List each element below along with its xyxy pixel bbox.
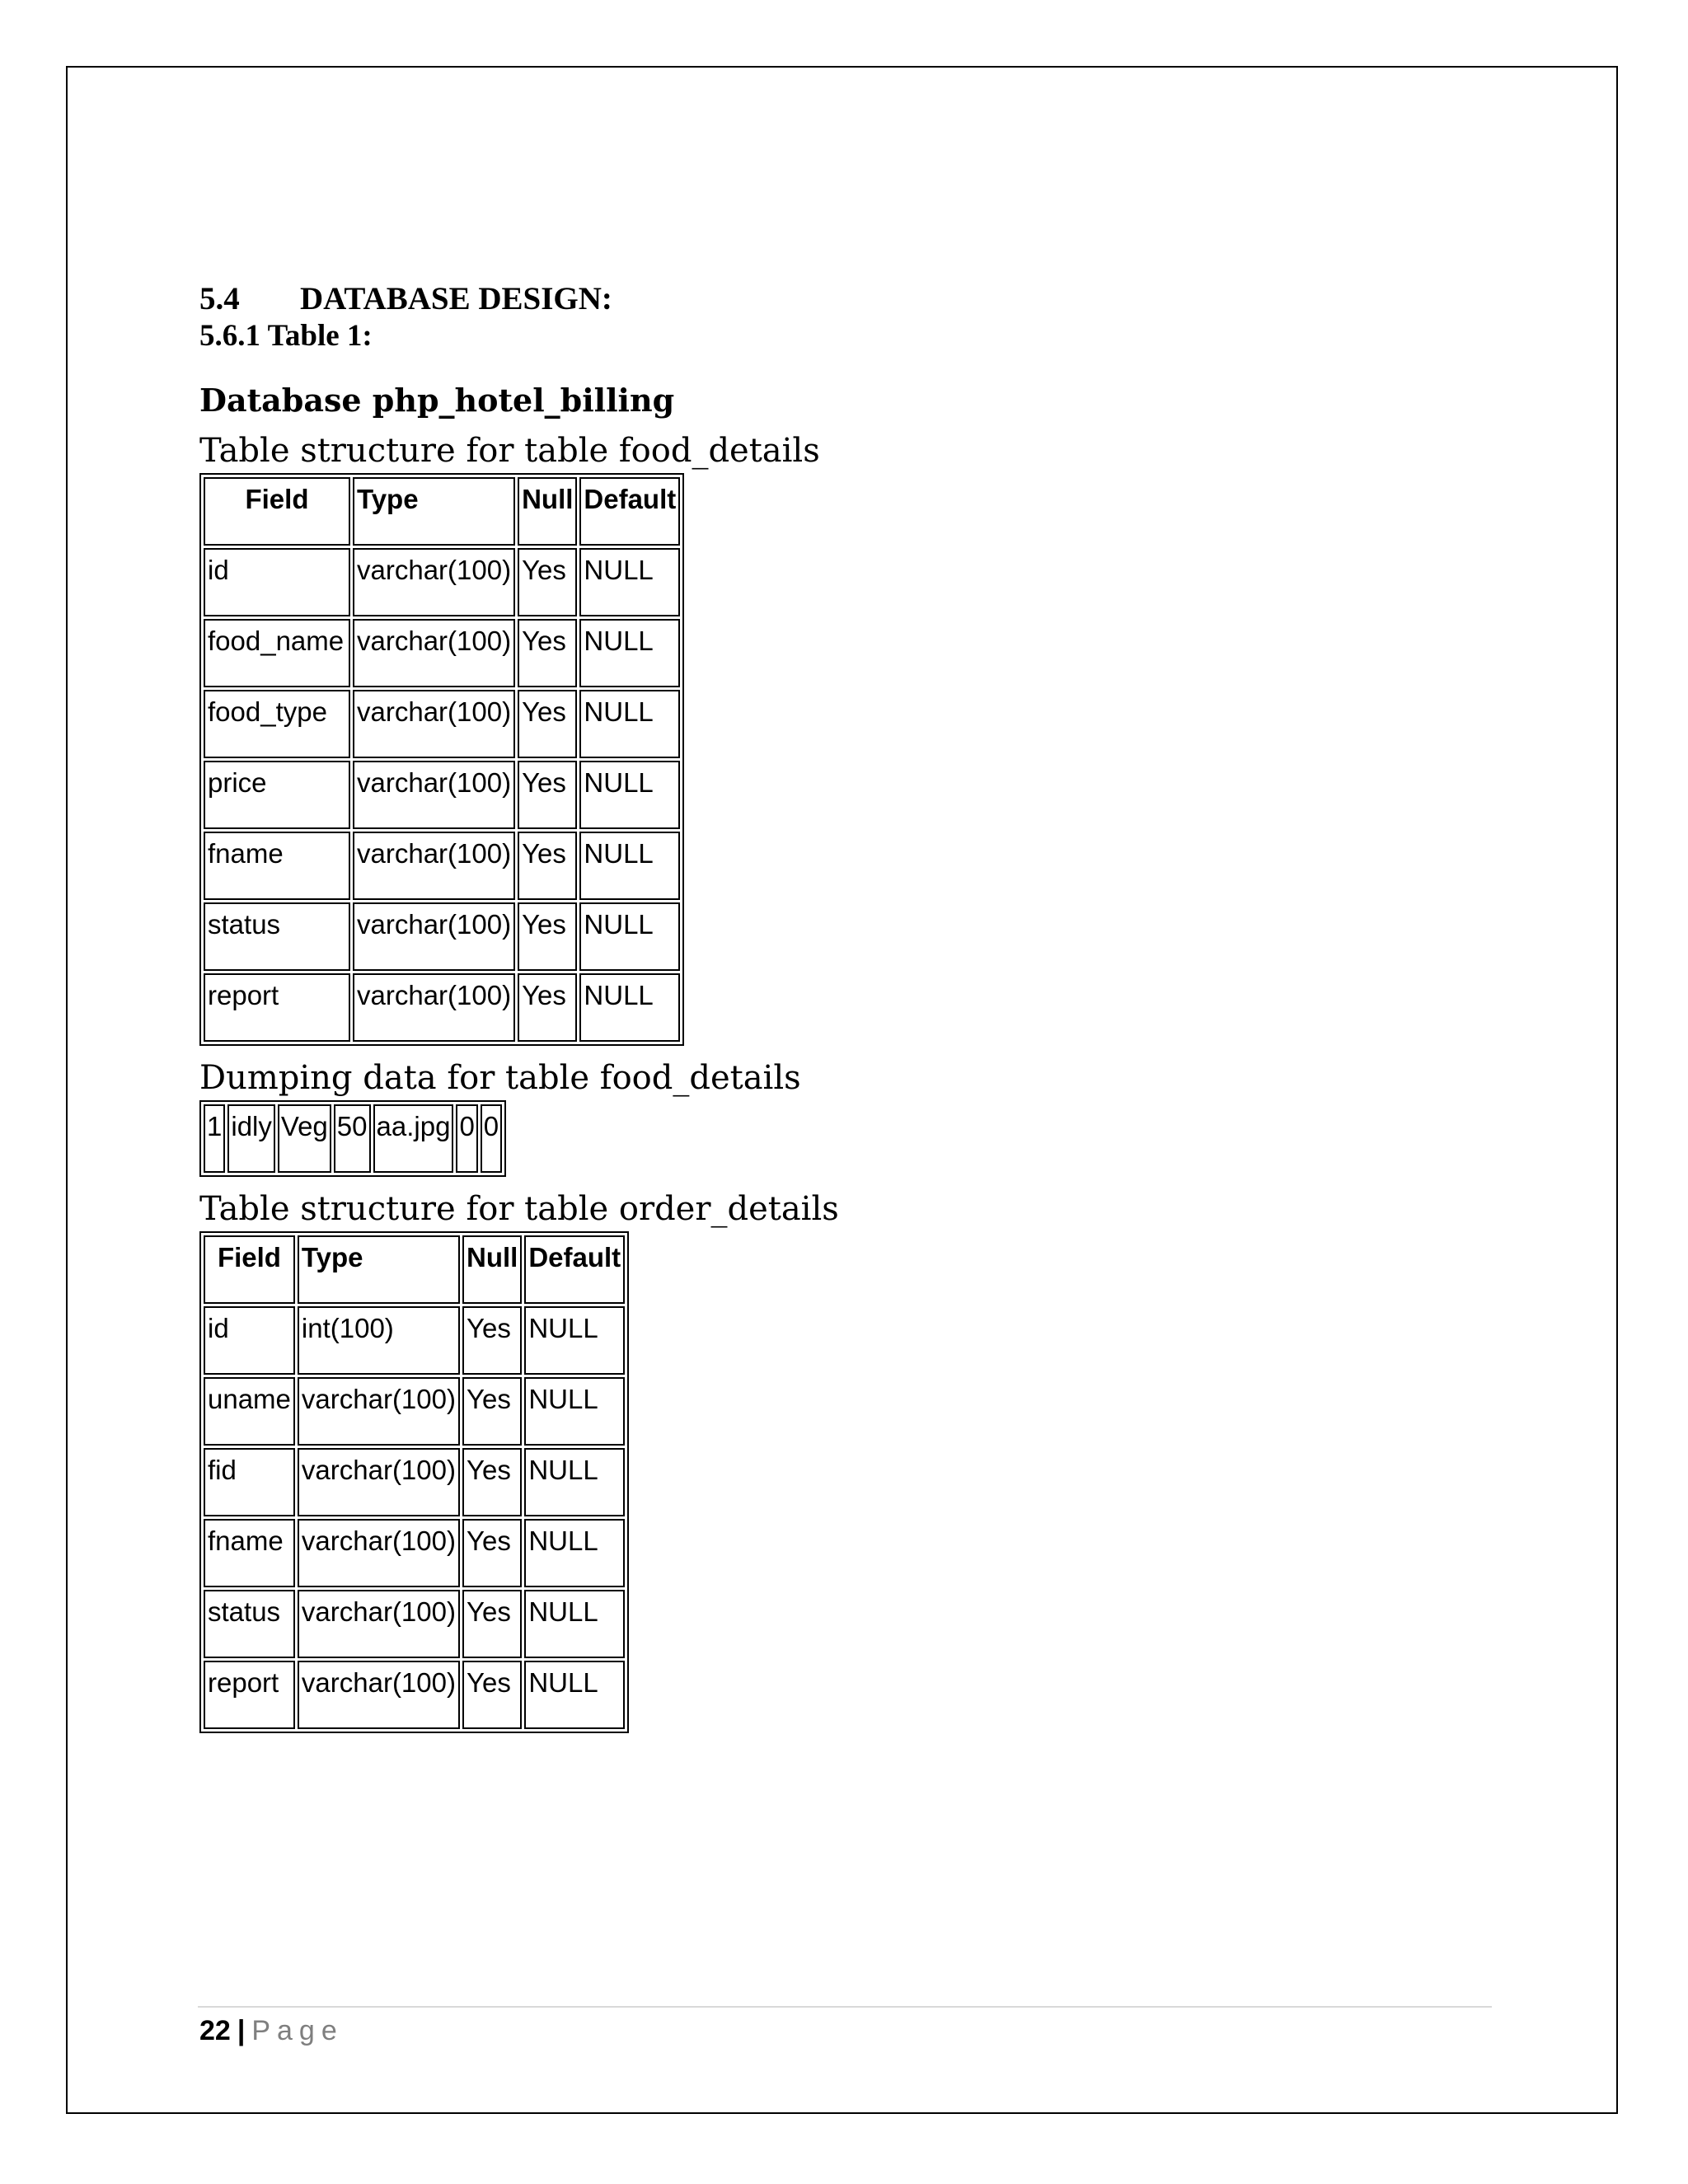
table-cell: Yes	[462, 1377, 522, 1446]
table-cell: NULL	[579, 690, 680, 758]
table-cell: NULL	[579, 548, 680, 616]
table-cell: fid	[204, 1448, 295, 1516]
section-heading	[199, 280, 1502, 318]
subsection-heading: 5.6.1 Table 1:	[199, 319, 373, 353]
page-number: 22	[199, 2015, 231, 2046]
table-cell: Yes	[518, 619, 577, 687]
table-cell: Yes	[518, 832, 577, 900]
table-cell: food_type	[204, 690, 350, 758]
footer-separator: |	[237, 2015, 246, 2046]
table-cell: status	[204, 902, 350, 971]
table-cell: id	[204, 548, 350, 616]
table-cell: Yes	[462, 1306, 522, 1375]
table-cell: varchar(100)	[353, 548, 515, 616]
table-row	[204, 973, 680, 1042]
table-row	[204, 1306, 625, 1375]
table-row	[204, 1448, 625, 1516]
table-cell: Yes	[518, 973, 577, 1042]
table-row	[204, 761, 680, 829]
table-cell: NULL	[579, 832, 680, 900]
table-cell: Yes	[518, 690, 577, 758]
table-cell: NULL	[579, 973, 680, 1042]
table-cell: NULL	[579, 902, 680, 971]
table-cell: Yes	[518, 761, 577, 829]
table-cell: 50	[334, 1104, 371, 1173]
document-body	[199, 280, 1502, 1733]
table-cell: varchar(100)	[353, 619, 515, 687]
table-cell: NULL	[579, 619, 680, 687]
table-cell: report	[204, 1661, 295, 1729]
table-cell: Yes	[518, 902, 577, 971]
table-cell: NULL	[524, 1661, 625, 1729]
table-cell: Yes	[462, 1519, 522, 1587]
table-cell: report	[204, 973, 350, 1042]
column-header-type: Type	[298, 1235, 460, 1304]
table-cell: 0	[481, 1104, 502, 1173]
table-header-row	[204, 477, 680, 546]
table-cell: varchar(100)	[298, 1519, 460, 1587]
table-cell: NULL	[524, 1306, 625, 1375]
section-title: DATABASE DESIGN:	[300, 281, 612, 316]
section-number: 5.4	[199, 281, 240, 316]
table-cell: status	[204, 1590, 295, 1658]
table-row	[204, 832, 680, 900]
food-details-structure-table	[199, 473, 684, 1046]
page-footer	[199, 2013, 344, 2049]
table-cell: food_name	[204, 619, 350, 687]
table-cell: varchar(100)	[298, 1661, 460, 1729]
table-cell: NULL	[524, 1519, 625, 1587]
table-cell: aa.jpg	[373, 1104, 454, 1173]
table-cell: Yes	[462, 1448, 522, 1516]
column-header-type: Type	[353, 477, 515, 546]
table-cell: idly	[227, 1104, 275, 1173]
table-cell: Yes	[462, 1590, 522, 1658]
column-header-default: Default	[524, 1235, 625, 1304]
table-cell: NULL	[579, 761, 680, 829]
table-row	[204, 1104, 502, 1173]
table-row	[204, 1519, 625, 1587]
table-cell: price	[204, 761, 350, 829]
table-row	[204, 1661, 625, 1729]
table-cell: Yes	[462, 1661, 522, 1729]
column-header-null: Null	[462, 1235, 522, 1304]
table-cell: NULL	[524, 1590, 625, 1658]
table-cell: varchar(100)	[353, 761, 515, 829]
table-cell: varchar(100)	[353, 973, 515, 1042]
table-cell: NULL	[524, 1377, 625, 1446]
table-cell: Veg	[278, 1104, 331, 1173]
table-cell: fname	[204, 1519, 295, 1587]
table-cell: id	[204, 1306, 295, 1375]
column-header-null: Null	[518, 477, 577, 546]
table-row	[204, 619, 680, 687]
table-cell: varchar(100)	[298, 1590, 460, 1658]
food-details-structure-caption: Table structure for table food_details	[199, 432, 820, 470]
table-cell: NULL	[524, 1448, 625, 1516]
table-cell: 1	[204, 1104, 225, 1173]
table-row	[204, 1377, 625, 1446]
page-label: Page	[251, 2015, 344, 2046]
food-details-dump-table	[199, 1100, 506, 1177]
table-cell: varchar(100)	[353, 902, 515, 971]
order-details-structure-table	[199, 1231, 629, 1733]
table-row	[204, 690, 680, 758]
table-row	[204, 1590, 625, 1658]
table-cell: Yes	[518, 548, 577, 616]
footer-divider	[198, 2006, 1492, 2008]
food-details-dump-caption: Dumping data for table food_details	[199, 1059, 801, 1097]
table-cell: varchar(100)	[298, 1448, 460, 1516]
column-header-default: Default	[579, 477, 680, 546]
database-heading: Database php_hotel_billing	[199, 382, 675, 419]
table-cell: varchar(100)	[353, 832, 515, 900]
table-cell: 0	[456, 1104, 477, 1173]
table-cell: varchar(100)	[353, 690, 515, 758]
column-header-field: Field	[204, 1235, 295, 1304]
table-row	[204, 548, 680, 616]
table-cell: varchar(100)	[298, 1377, 460, 1446]
table-cell: int(100)	[298, 1306, 460, 1375]
table-cell: uname	[204, 1377, 295, 1446]
table-cell: fname	[204, 832, 350, 900]
column-header-field: Field	[204, 477, 350, 546]
table-row	[204, 902, 680, 971]
table-header-row	[204, 1235, 625, 1304]
order-details-structure-caption: Table structure for table order_details	[199, 1190, 839, 1228]
